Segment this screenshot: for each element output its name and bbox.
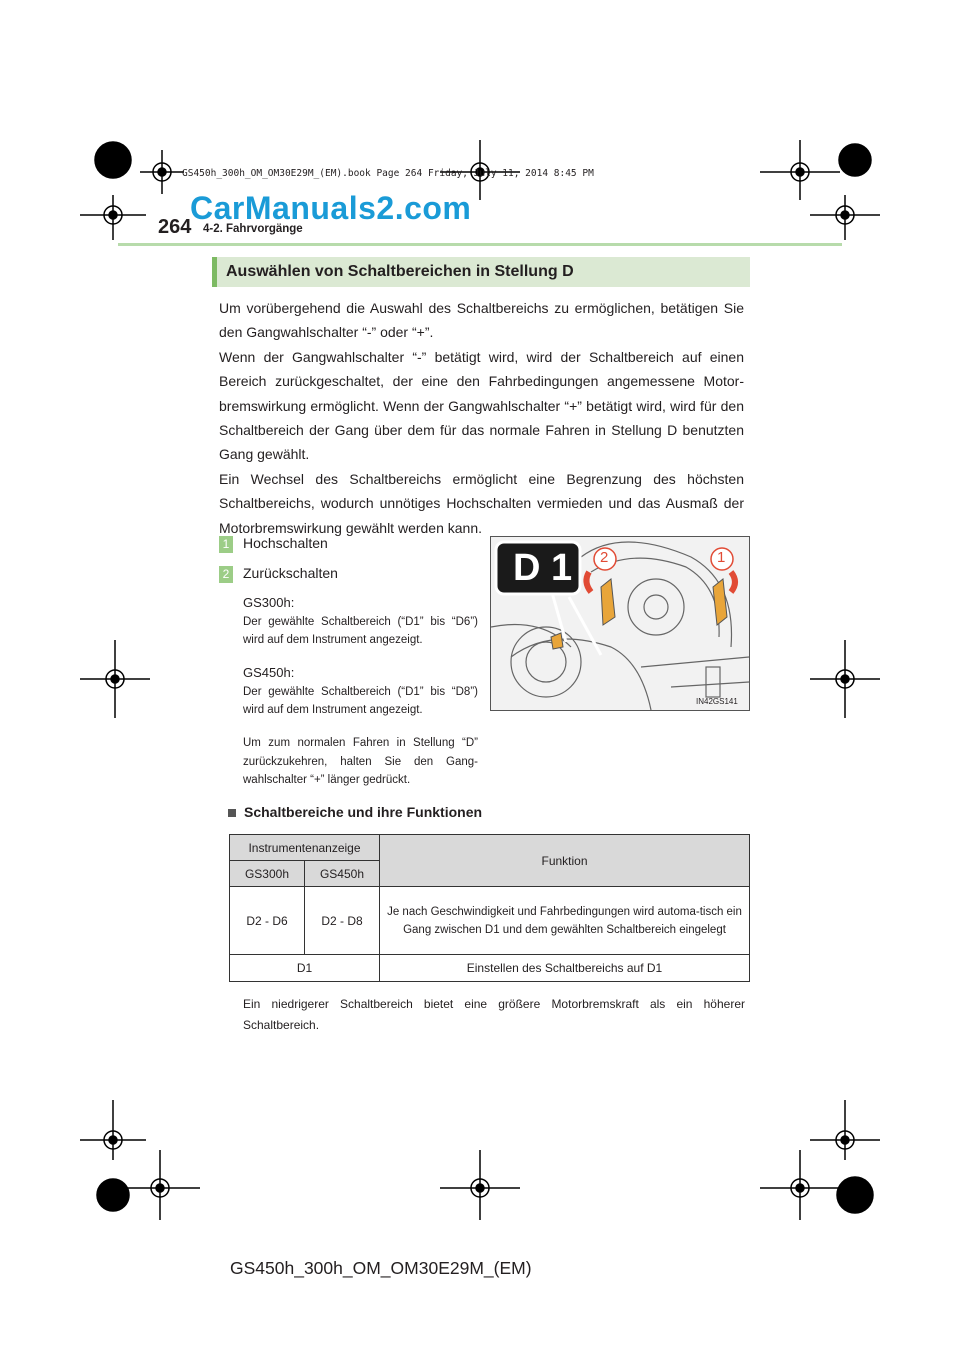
note-text: Der gewählte Schaltbereich (“D1” bis “D6”) wird auf dem Instrument angezeigt. — [243, 615, 478, 646]
table-cell: D2 - D8 — [305, 887, 380, 955]
display-indicator-d1: D 1 — [513, 547, 573, 589]
step-label: Zurückschalten — [243, 565, 338, 581]
step-badge: 2 — [219, 566, 233, 583]
bullet-square-icon — [228, 809, 236, 817]
subheading-text: Schaltbereiche und ihre Funktionen — [244, 804, 483, 820]
page-number: 264 — [158, 216, 192, 238]
step-badge: 1 — [219, 536, 233, 553]
section-title: 4-2. Fahrvorgänge — [203, 223, 303, 235]
paragraph: Um vorübergehend die Auswahl des Schaltbereichs zu ermöglichen, betätigen Sie den Gangwahlschalter “-” oder “+”. — [219, 300, 744, 341]
note-return-normal: Um zum normalen Fahren in Stellung “D” zurückzukehren, halten Sie den Gang-wahlschalter “+” länger gedrückt. — [243, 737, 478, 786]
table-cell: Einstellen des Schaltbereichs auf D1 — [380, 955, 750, 982]
table-header-gs300h: GS300h — [230, 861, 305, 887]
note-gs450h — [243, 664, 478, 720]
book-file-header: GS450h_300h_OM_OM30E29M_(EM).book Page 264 Friday, July 11, 2014 8:45 PM — [182, 168, 594, 179]
table-header-function: Funktion — [380, 835, 750, 887]
table-cell: Je nach Geschwindigkeit und Fahrbedingungen wird automa-tisch ein Gang zwischen D1 und dem gewählten Schaltbereich eingelegt — [380, 887, 750, 955]
callout-2: 2 — [600, 549, 609, 566]
table-cell: D2 - D6 — [230, 887, 305, 955]
step-label: Hochschalten — [243, 535, 328, 551]
model-label: GS300h: — [243, 595, 295, 610]
note-text: Der gewählte Schaltbereich (“D1” bis “D8”) wird auf dem Instrument angezeigt. — [243, 685, 478, 716]
table-header-display: Instrumentenanzeige — [230, 835, 380, 861]
tail-note: Ein niedrigerer Schaltbereich bietet eine größere Motorbremskraft als ein höherer Schaltbereich. — [243, 997, 745, 1032]
paragraph: Ein Wechsel des Schaltbereichs ermöglicht eine Begrenzung des höchsten Schaltbereichs, wodurch unnötiges Hochschalten vermieden und das Ausmaß der Motorbremswirkung gewählt werden kann. — [219, 470, 744, 536]
table-header-gs450h: GS450h — [305, 861, 380, 887]
paragraph: Wenn der Gangwahlschalter “-” betätigt wird, wird der Schaltbereich auf einen Bereich zurückgeschaltet, der eine den Fahrbedingungen angemessene Motor-bremswirkung ermöglicht. Wenn der Gangwahlschalter “+” betätigt wird, wird für den Schaltbereich der Gang über dem für das normale Fahren in Stellung D benutzten Gang gewählt. — [219, 348, 744, 463]
table-cell: D1 — [230, 955, 380, 982]
steering-wheel-illustration — [490, 536, 750, 711]
subheading — [228, 804, 482, 820]
page-footer: GS450h_300h_OM_OM30E29M_(EM) — [230, 1258, 532, 1278]
watermark-logo: CarManuals2.com — [190, 190, 472, 226]
note-gs300h — [243, 594, 478, 650]
step-downshift — [219, 565, 338, 583]
header-rule — [118, 243, 842, 246]
step-upshift — [219, 535, 328, 553]
body-text — [219, 296, 744, 540]
callout-1: 1 — [717, 549, 726, 566]
shift-range-table — [229, 834, 750, 982]
section-heading: Auswählen von Schaltbereichen in Stellung D — [212, 257, 750, 287]
model-label: GS450h: — [243, 665, 295, 680]
illustration-code: IN42GS141 — [696, 697, 738, 706]
